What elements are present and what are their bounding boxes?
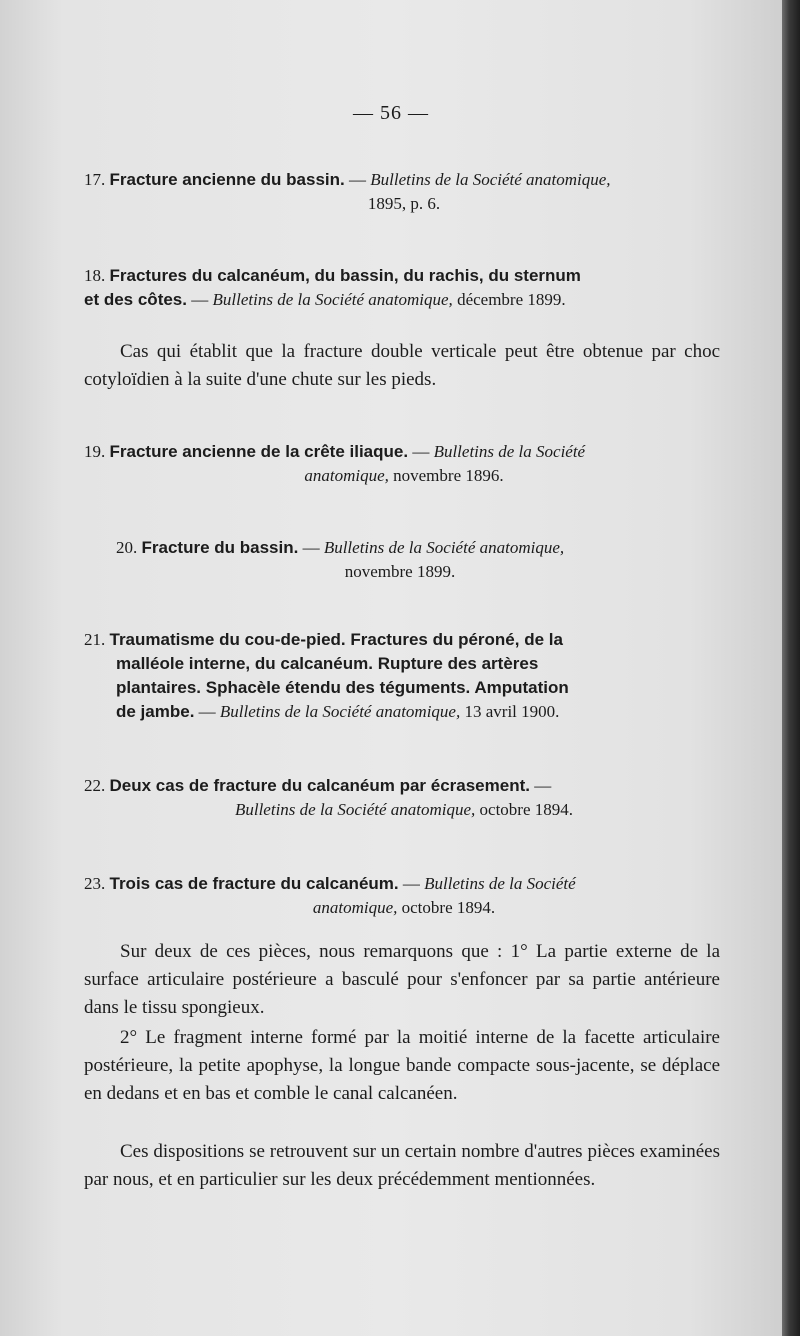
entry-number: 17. [84, 170, 106, 189]
entry-journal-cont: anatomique, [304, 466, 389, 485]
entry-details: octobre 1894. [401, 898, 496, 917]
entry-number: 22. [84, 776, 106, 795]
entry-21 [84, 628, 724, 724]
paragraph-23-a: Sur deux de ces pièces, nous remarquons que : 1° La partie externe de la surface articulaire postérieure a basculé pour s'enfoncer par sa partie antérieure dans le tissu spongieux. [84, 941, 720, 1018]
entry-title: Fractures du calcanéum, du bassin, du rachis, du sternum [109, 266, 581, 285]
entry-20 [116, 536, 716, 584]
entry-title-cont: plantaires. Sphacèle étendu des téguments. Amputation [116, 678, 569, 697]
entry-title: Fracture du bassin. [141, 538, 299, 557]
entry-details: 13 avril 1900. [464, 702, 560, 721]
entry-18 [84, 264, 724, 312]
entry-title: Deux cas de fracture du calcanéum par écrasement. [109, 776, 530, 795]
paragraph-18: Cas qui établit que la fracture double verticale peut être obtenue par choc cotyloïdien à la suite d'une chute sur les pieds. [84, 341, 720, 390]
entry-journal: Bulletins de la Société [433, 442, 586, 461]
page-number: — 56 — [353, 102, 429, 124]
entry-23 [84, 872, 724, 920]
entry-journal: Bulletins de la Société [424, 874, 576, 893]
entry-details: 1895, p. 6. [367, 194, 441, 213]
entry-number: 18. [84, 266, 106, 285]
entry-title-cont: et des côtes. [84, 290, 187, 309]
entry-separator: — [191, 290, 209, 309]
entry-details: novembre 1896. [393, 466, 504, 485]
entry-22 [84, 774, 724, 822]
entry-separator: — [302, 538, 320, 557]
entry-journal: Bulletins de la Société anatomique, [212, 290, 453, 309]
entry-separator: — [349, 170, 366, 189]
entry-17 [84, 168, 724, 216]
entry-19 [84, 440, 724, 488]
entry-journal-cont: anatomique, [312, 898, 398, 917]
entry-number: 19. [84, 442, 106, 461]
entry-journal: Bulletins de la Société anatomique, [219, 702, 461, 721]
entry-number: 20. [116, 538, 138, 557]
entry-separator: — [198, 702, 216, 721]
entry-journal: Bulletins de la Société anatomique, [323, 538, 565, 557]
entry-separator: — [412, 442, 430, 461]
entry-title: Trois cas de fracture du calcanéum. [109, 874, 399, 893]
entry-title: Fracture ancienne de la crête iliaque. [109, 442, 409, 461]
entry-title-cont: de jambe. [116, 702, 195, 721]
entry-title: Traumatisme du cou-de-pied. Fractures du péroné, de la [109, 630, 563, 649]
entry-journal: Bulletins de la Société anatomique, [234, 800, 476, 819]
entry-number: 21. [84, 630, 106, 649]
entry-separator: — [534, 776, 552, 795]
entry-details: novembre 1899. [344, 562, 456, 581]
entry-title: Fracture ancienne du bassin. [109, 170, 345, 189]
entry-journal: Bulletins de la Société anatomique, [370, 170, 611, 189]
entry-details: octobre 1894. [479, 800, 574, 819]
paragraph-23-c: Ces dispositions se retrouvent sur un certain nombre d'autres pièces examinées par nous, et en particulier sur les deux précédemment mentionnées. [84, 1141, 720, 1190]
entry-title-cont: malléole interne, du calcanéum. Rupture des artères [116, 654, 539, 673]
entry-details: décembre 1899. [457, 290, 566, 309]
paragraph-23-b: 2° Le fragment interne formé par la moitié interne de la facette articulaire postérieure, la petite apophyse, la longue bande compacte sous-jacente, se déplace en dedans et en bas et comble le canal calcanéen. [84, 1027, 720, 1104]
book-edge [782, 0, 800, 1336]
entry-separator: — [402, 874, 420, 893]
entry-number: 23. [84, 874, 106, 893]
